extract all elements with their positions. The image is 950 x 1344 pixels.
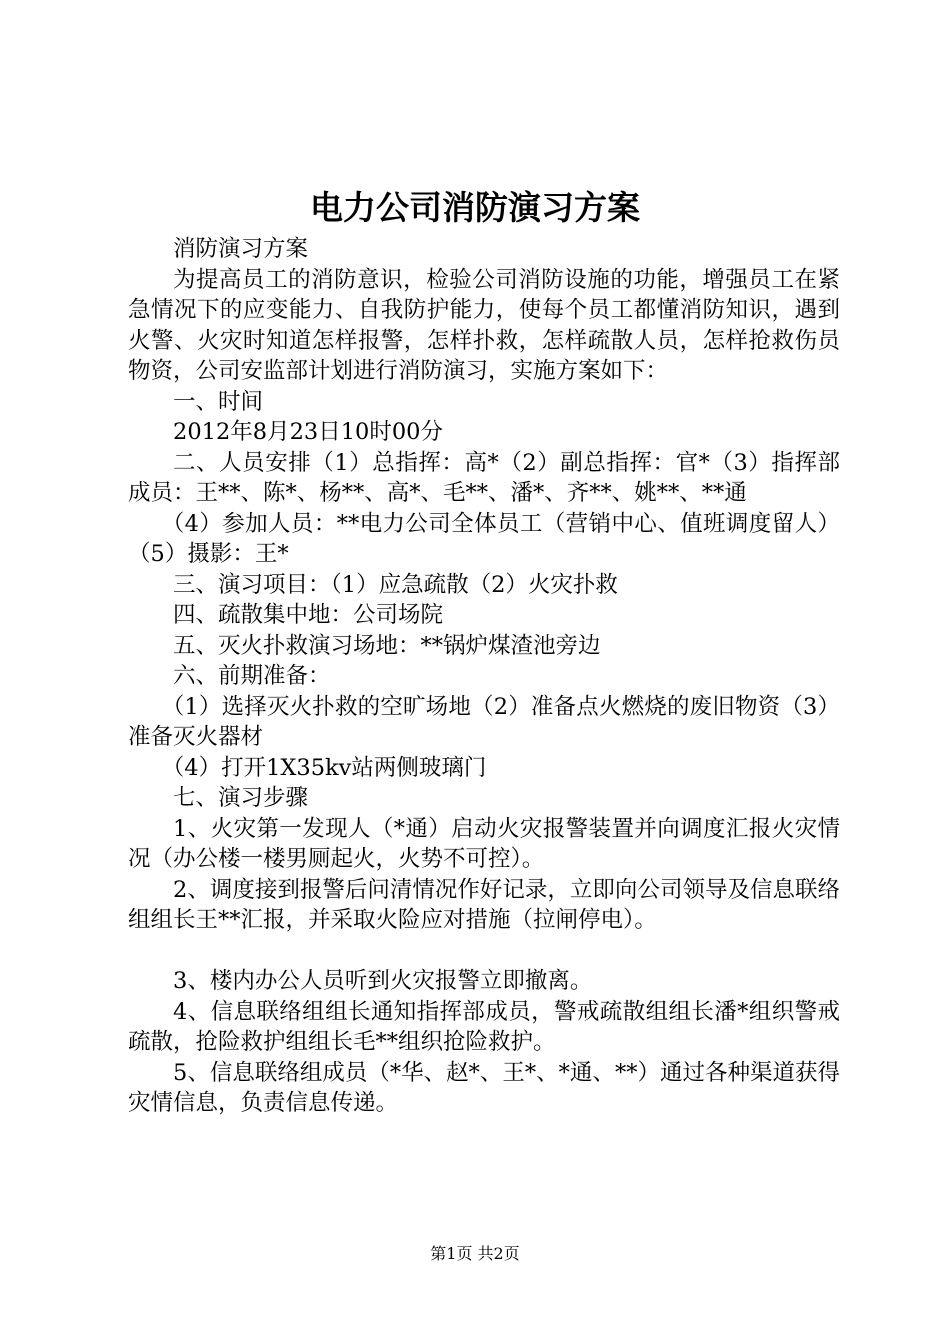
paragraph-heading: 消防演习方案 [173,236,309,262]
paragraph-steps-heading: 七、演习步骤 [173,785,309,811]
paragraph-preparation: 六、前期准备： [173,663,331,689]
paragraph-drill-items: 三、演习项目：（1）应急疏散（2）火灾扑救 [173,571,618,598]
paragraph-step-5: 5、信息联络组成员（*华、赵*、王*、*通、**）通过各种渠道获得灾情信息，负责信息传递。 [128,1059,840,1116]
paragraph-assembly-point: 四、疏散集中地：公司场院 [173,602,444,628]
paragraph-drill-site: 五、灭火扑救演习场地：**锅炉煤渣池旁边 [173,632,601,659]
document-body [128,234,840,1119]
paragraph-datetime: 2012年8月23日10时00分 [173,419,443,445]
paragraph-spacer [128,936,840,967]
document-title: 电力公司消防演习方案 [310,188,640,227]
paragraph-step-4: 4、信息联络组组长通知指挥部成员，警戒疏散组组长潘*组织警戒疏散，抢险救护组组长毛**组织抢险救护。 [128,998,840,1055]
paragraph-personnel: 二、人员安排（1）总指挥：高*（2）副总指挥：官*（3）指挥部成员：王**、陈*、杨**、高*、毛**、潘*、齐**、姚**、**通 [128,449,840,506]
paragraph-step-2: 2、调度接到报警后问清情况作好记录，立即向公司领导及信息联络组组长王**汇报，并采取火险应对措施（拉闸停电）。 [128,876,840,933]
paragraph-section-time: 一、时间 [173,388,264,415]
paragraph-step-3: 3、楼内办公人员听到火灾报警立即撤离。 [173,968,593,994]
paragraph-intro: 为提高员工的消防意识，检验公司消防设施的功能，增强员工在紧急情况下的应变能力、自我防护能力，使每个员工都懂消防知识，遇到火警、火灾时知道怎样报警，怎样扑救，怎样疏散人员，怎样抢救伤员物资，公司安监部计划进行消防演习，实施方案如下： [128,266,840,384]
paragraph-prep-items: （1）选择灭火扑救的空旷场地（2）准备点火燃烧的废旧物资（3）准备灭火器材 [128,693,840,750]
paragraph-prep-door: （4）打开1X35kv站两侧玻璃门 [161,754,487,781]
paragraph-step-1: 1、火灾第一发现人（*通）启动火灾报警装置并向调度汇报火灾情况（办公楼一楼男厕起火，火势不可控）。 [128,815,840,872]
paragraph-participants: （4）参加人员：**电力公司全体员工（营销中心、值班调度留人）（5）摄影：王* [128,510,840,567]
page-number-footer: 第1页 共2页 [430,1244,520,1263]
